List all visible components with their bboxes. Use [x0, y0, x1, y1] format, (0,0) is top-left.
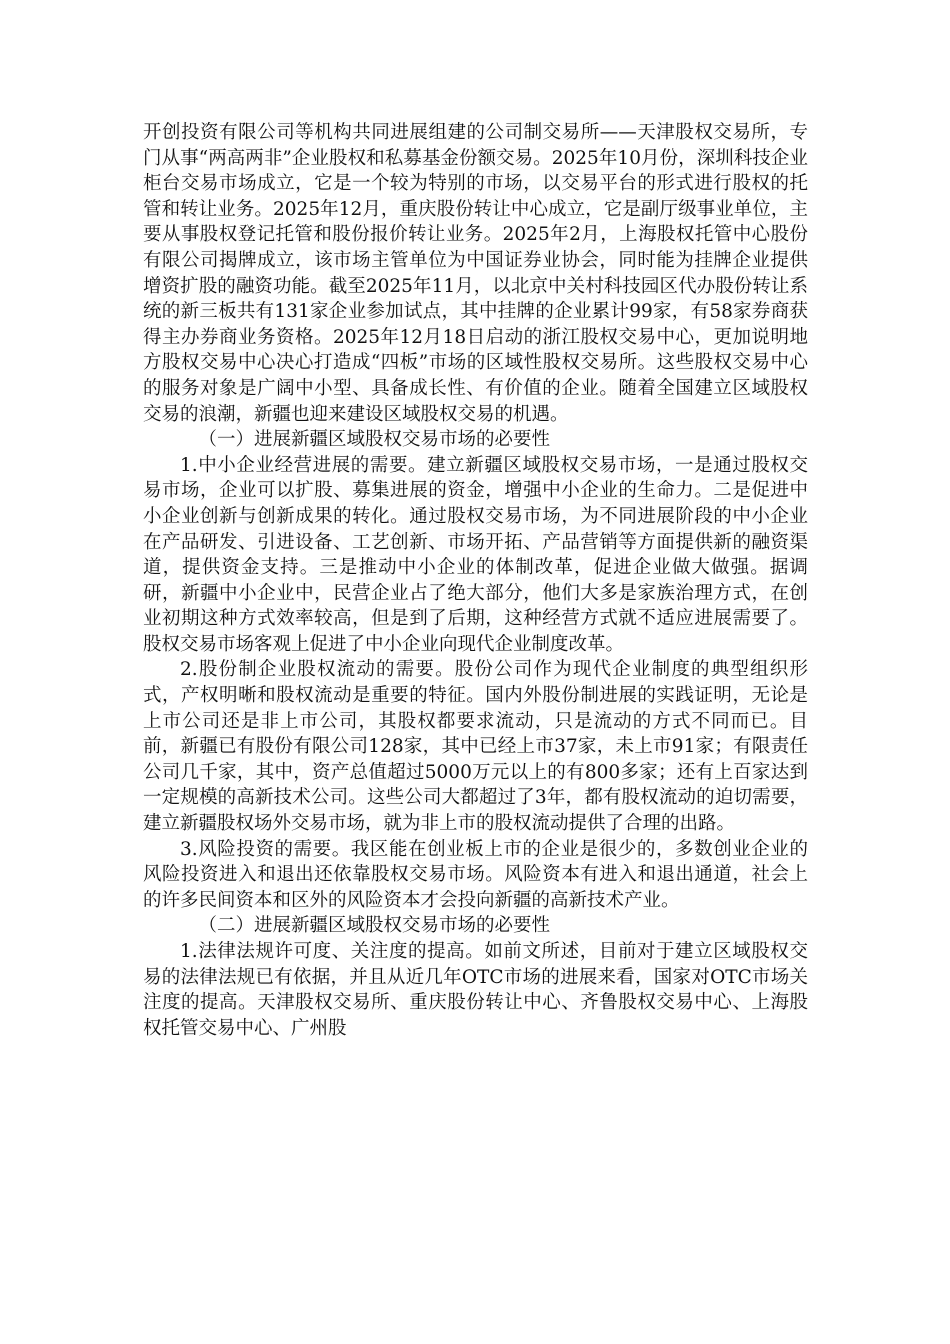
paragraph-equity-flow: 2.股份制企业股权流动的需要。股份公司作为现代企业制度的典型组织形式，产权明晰和股权流动是重要的特征。国内外股份制进展的实践证明，无论是上市公司还是非上市公司，其股权都要求流动，只是流动的方式不同而已。目前，新疆已有股份有限公司128家，其中已经上市37家，未上市91家；有限责任公司几千家，其中，资产总值超过5000万元以上的有800多家；还有上百家达到一定规模的高新技术公司。这些公司大都超过了3年，都有股权流动的迫切需要，建立新疆股权场外交易市场，就为非上市的股权流动提供了合理的出路。 [143, 659, 808, 835]
paragraph-sme-needs: 1.中小企业经营进展的需要。建立新疆区域股权交易市场，一是通过股权交易市场，企业可以扩股、募集进展的资金，增强中小企业的生命力。二是促进中小企业创新与创新成果的转化。通过股权交易市场，为不同进展阶段的中小企业在产品研发、引进设备、工艺创新、市场开拓、产品营销等方面提供新的融资渠道，提供资金支持。三是推动中小企业的体制改革，促进企业做大做强。据调研，新疆中小企业中，民营企业占了绝大部分，他们大多是家族治理方式，在创业初期这种方式效率较高，但是到了后期，这种经营方式就不适应进展需要了。股权交易市场客观上促进了中小企业向现代企业制度改革。 [143, 454, 808, 655]
paragraph-legal-regulation: 1.法律法规许可度、关注度的提高。如前文所述，目前对于建立区域股权交易的法律法规已有依据，并且从近几年OTC市场的进展来看，国家对OTC市场关注度的提高。天津股权交易所、重庆股份转让中心、齐鲁股权交易中心、上海股权托管交易中心、广州股 [143, 941, 808, 1039]
section-heading-1: （一）进展新疆区域股权交易市场的必要性 [198, 429, 551, 451]
paragraph-venture-capital: 3.风险投资的需要。我区能在创业板上市的企业是很少的，多数创业企业的风险投资进入和退出还依靠股权交易市场。风险资本有进入和退出通道，社会上的许多民间资本和区外的风险资本才会投向新疆的高新技术产业。 [143, 838, 808, 911]
document-page [143, 120, 808, 1041]
section-heading-2: （二）进展新疆区域股权交易市场的必要性 [198, 915, 551, 937]
paragraph-intro: 开创投资有限公司等机构共同进展组建的公司制交易所——天津股权交易所，专门从事“两高两非”企业股权和私募基金份额交易。2025年10月份，深圳科技企业柜台交易市场成立，它是一个较为特别的市场，以交易平台的形式进行股权的托管和转让业务。2025年12月，重庆股份转让中心成立，它是副厅级事业单位，主要从事股权登记托管和股份报价转让业务。2025年2月，上海股权托管中心股份有限公司揭牌成立，该市场主管单位为中国证券业协会，同时能为挂牌企业提供增资扩股的融资功能。截至2025年11月，以北京中关村科技园区代办股份转让系统的新三板共有131家企业参加试点，其中挂牌的企业累计99家，有58家券商获得主办券商业务资格。2025年12月18日启动的浙江股权交易中心，更加说明地方股权交易中心决心打造成“四板”市场的区域性股权交易所。这些股权交易中心的服务对象是广阔中小型、具备成长性、有价值的企业。随着全国建立区域股权交易的浪潮，新疆也迎来建设区域股权交易的机遇。 [143, 122, 808, 425]
